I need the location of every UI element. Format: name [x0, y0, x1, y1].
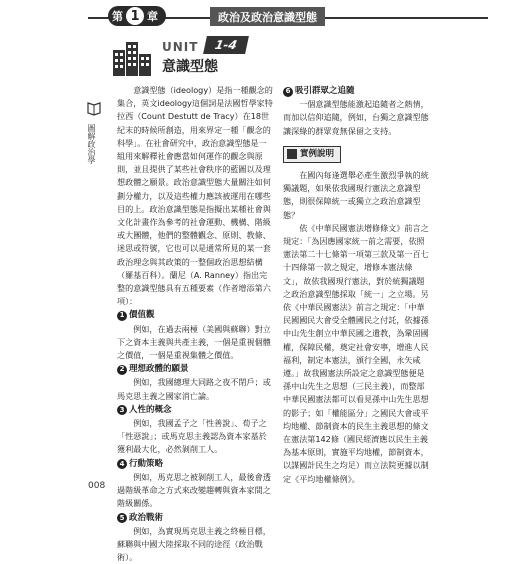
element-title-2: [117, 363, 273, 376]
element-body-1: 例如，在過去兩極（美國與蘇聯）對立下之資本主義與共產主義，一個是重視個體之價值，一個是重視集體之價值。: [117, 323, 271, 361]
chapter-suffix: 章: [147, 10, 158, 23]
section-marker-icon: [287, 149, 297, 159]
side-tab-label: 圖解政治學: [87, 124, 96, 164]
side-tab: [86, 100, 104, 300]
left-column: [117, 84, 273, 564]
page-number: 008: [88, 481, 106, 491]
number-badge: 6: [283, 87, 293, 97]
element-body-2: 例如，我國總理大同路之夜不閉戶；或馬克思主義之國家消亡論。: [117, 377, 271, 401]
number-badge: 1: [117, 311, 127, 321]
right-column: [283, 84, 431, 486]
element-body-5: 例如，為實現馬克思主義之終極目標，蘇聯與中國大陸採取不同的途徑（政治戰術）。: [117, 525, 271, 563]
element-title-5: [117, 512, 273, 525]
chapter-prefix: 第: [112, 10, 123, 23]
element-title-text: 政治戰術: [129, 512, 164, 523]
element-title-text: 人性的概念: [129, 404, 172, 415]
element-title-text: 吸引群眾之追隨: [295, 86, 355, 96]
number-badge: 4: [117, 459, 127, 469]
unit-label: UNIT: [162, 40, 199, 54]
chapter-header: [88, 4, 488, 30]
building-icon: [112, 40, 152, 76]
chapter-badge: [108, 6, 166, 26]
intro-paragraph: 意識型態（ideology）是指一種觀念的集合，英文ideology這個詞是法國哲學家特拉西（Count Destutt de Tracy）在18世紀末的時候所創造，用來界定一種「觀念的科學」。在社會研究中，政治意識型態是一組用來解釋社會應當如何運作的觀念與原則，並且提供了某些社會秩序的藍圖以及理想政體之願景。政治意識型態大量關注如何劃分權力，以及這些權力應該被運用在哪些目的上。政治意識型態是指擬出某種社會與文化計畫作為參考的社會運動、機構、階級或大團體，他們的整體觀念、原則、教條、迷思或符號，它也可以是通常所見的某一套政治理念與其政策的一整個政治思想結構（羅基百科）。蘭尼（A. Ranney）指出完整的意識型態具有五種要素（作者增添第六項）：: [117, 85, 273, 307]
chapter-number: 1: [126, 7, 144, 25]
element-title-3: [117, 404, 273, 417]
element-title-6: [283, 85, 431, 98]
element-title-1: [117, 309, 273, 322]
element-title-text: 理想政體的願景: [129, 364, 189, 375]
number-badge: 3: [117, 405, 127, 415]
book-icon: [86, 100, 102, 116]
number-badge: 5: [117, 513, 127, 523]
element-title-text: 價值觀: [129, 310, 155, 321]
number-badge: 2: [117, 365, 127, 375]
example-paragraph-1: 在國內每逢選舉必產生激烈爭執的統獨議題，如果依我國現行憲法之意識型態，則很保障統一或獨立之政治意識型態？: [283, 170, 429, 220]
section-label-text: 實例說明: [300, 148, 335, 159]
example-section-label: [283, 146, 341, 163]
element-title-4: [117, 458, 273, 471]
chapter-title: 政治及政治意識型態: [210, 7, 325, 26]
unit-title: 意識型態: [162, 59, 218, 75]
example-paragraph-2: 依《中華民國憲法增修條文》前言之規定：「為因應國家統一前之需要，依照憲法第二十七條第一項第三款及第一百七十四條第一款之規定，增修本憲法條文」，故依我國現行憲法，對於統獨議題之政治意識型態採取「統一」之立場。另依《中華民國憲法》前言之規定：「中華民國國民大會受全體國民之付託，依據孫中山先生創立中華民國之遺教，為鞏固國權，保障民權，奠定社會安寧，增進人民福利，制定本憲法，頒行全國，永矢咸遵。」故我國憲法所設定之意識型態便是孫中山先生之思想（三民主義），而整部中華民國憲法都可以看見孫中山先生思想的影子；如「權能區分」之國民大會或平均地權、節制資本的民生主義思想的條文在憲法第142條（國民經濟應以民生主義為基本原則，實施平均地權，節制資本，以謀國計民生之均足）而立法院更據以制定《平均地權條例》。: [283, 222, 429, 484]
element-body-6: 一個意識型態能激起追隨者之熱情，而加以信仰追隨，例如，台獨之意識型態讓深綠的群眾竟無保留之支持。: [283, 99, 429, 136]
element-body-4: 例如，馬克思之被剝削工人，最後會透過階級革命之方式來改變趨轉與資本家間之階級關係。: [117, 471, 271, 509]
unit-number: 1-4: [203, 36, 249, 54]
element-body-3: 例如，我國孟子之「性善說」、荀子之「性惡說」；或馬克思主義認為資本家基於獲利最大化，必然剝削工人。: [117, 418, 267, 455]
element-title-text: 行動策略: [129, 458, 164, 469]
